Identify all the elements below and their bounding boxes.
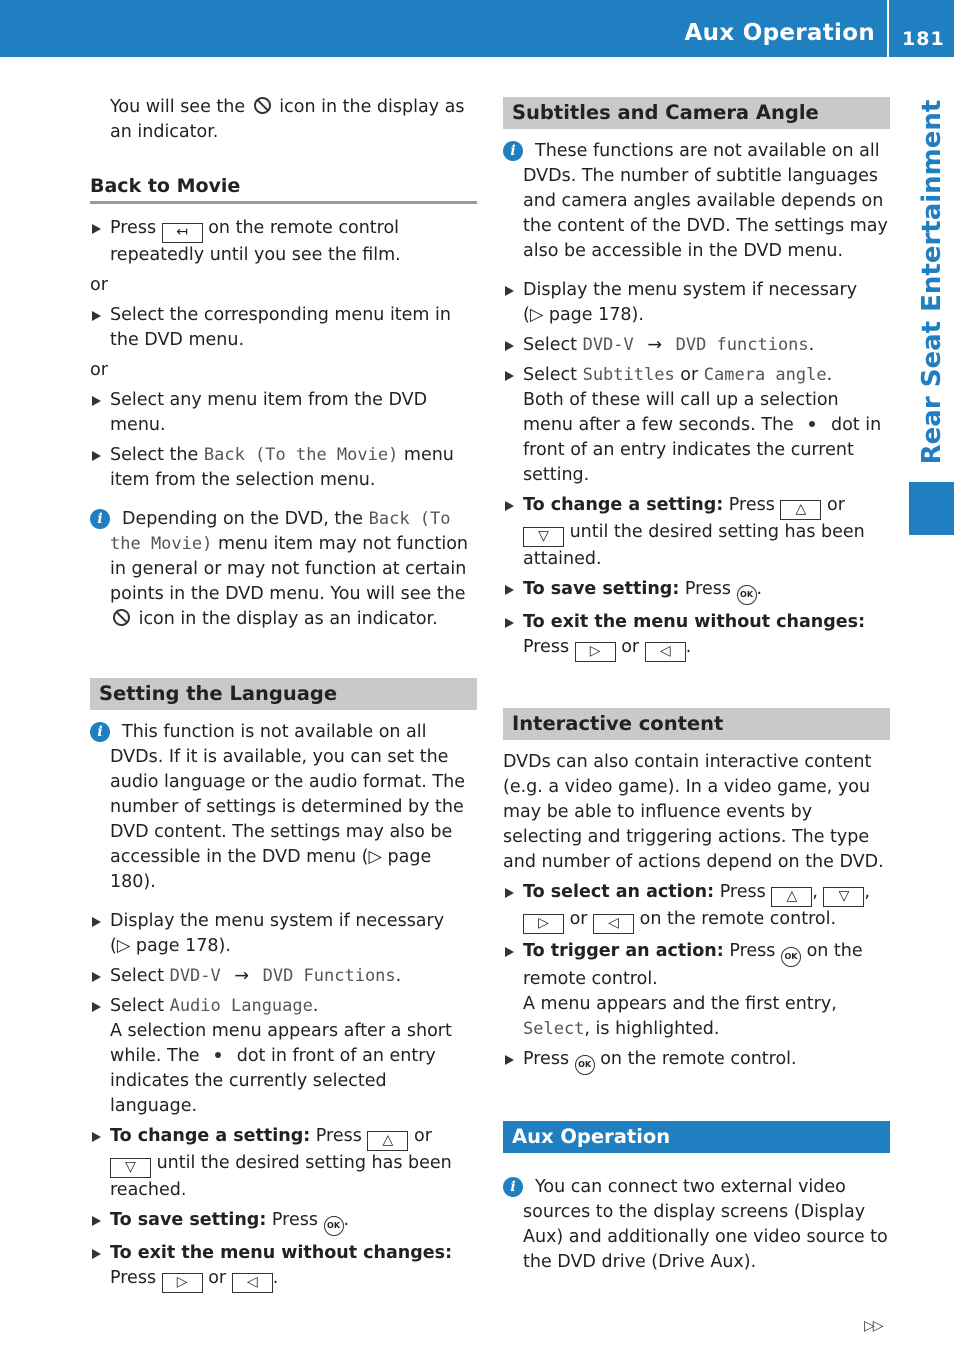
down-key-icon: ▽ — [110, 1158, 151, 1178]
info-note: i This function is not available on all DVDs. If it is available, you can set the audio language or the audio format. The number of settings is determined by the DVD content. The settings may also be accessible in the DVD menu (▷ page 180). — [90, 720, 477, 895]
info-icon: i — [503, 1177, 523, 1197]
left-key-icon: ◁ — [593, 914, 634, 934]
right-key-icon: ▷ — [162, 1273, 203, 1293]
ok-button-icon: OK — [737, 585, 757, 605]
header-divider — [887, 0, 889, 57]
page-number: 181 — [902, 28, 945, 50]
section-title: Aux Operation — [684, 20, 875, 46]
ok-button-icon: OK — [324, 1216, 344, 1236]
arrow-right-icon: → — [234, 966, 250, 986]
step-display-menu: Display the menu system if necessary (▷ page 178). — [503, 278, 890, 328]
up-key-icon: △ — [780, 500, 821, 520]
step-select-subtitles: Select Subtitles or Camera angle. Both of these will call up a selection menu after a few seconds. The dot in front of an entry indicates the current setting. — [503, 363, 890, 488]
step-display-menu: Display the menu system if necessary (▷ page 178). — [90, 909, 477, 959]
header-bar — [0, 0, 954, 57]
step-press-ok: Press OK on the remote control. — [503, 1047, 890, 1075]
step-save-setting: To save setting: Press OK . — [503, 577, 890, 605]
up-key-icon: △ — [771, 887, 812, 907]
side-tab-marker — [909, 482, 954, 535]
step-select-back-to-movie: Select the Back (To the Movie) menu item from the selection menu. — [90, 443, 477, 493]
down-key-icon: ▽ — [523, 527, 564, 547]
heading-aux-operation: Aux Operation — [503, 1121, 890, 1153]
interactive-intro: DVDs can also contain interactive content (e.g. a video game). In a video game, you may be able to influence events by selecting and triggering actions. The type and number of actions depend on the DVD. — [503, 752, 884, 872]
info-icon: i — [90, 509, 110, 529]
heading-back-to-movie: Back to Movie — [90, 173, 477, 204]
or-separator: or — [90, 275, 108, 295]
step-save-setting: To save setting: Press OK . — [90, 1208, 477, 1236]
step-change-setting: To change a setting: Press △ or ▽ until the desired setting has been reached. — [90, 1124, 477, 1203]
info-note: i You can connect two external video sources to the display screens (Display Aux) and additionally one video source to the DVD drive (Drive Aux). — [503, 1175, 890, 1275]
back-key-icon: ↤ — [162, 223, 203, 243]
ok-button-icon: OK — [781, 947, 801, 967]
right-column — [503, 97, 890, 1280]
step-exit-menu: To exit the menu without changes: Press ▷ or ◁ . — [90, 1241, 477, 1293]
step-trigger-action: To trigger an action: Press OK on the remote control. A menu appears and the first entry, Select, is highlighted. — [503, 939, 890, 1042]
side-tab — [909, 86, 954, 477]
bullet-dot-icon — [215, 1052, 221, 1058]
step-select-menu-item: Select the corresponding menu item in the DVD menu. — [90, 303, 477, 353]
info-note: i These functions are not available on all DVDs. The number of subtitle languages and camera angles available depends on the content of the DVD. The settings may also be accessible in the DVD menu. — [503, 139, 890, 264]
step-select-action: To select an action: Press △ , ▽ , ▷ or ◁ on the remote control. — [503, 880, 890, 934]
info-icon: i — [503, 141, 523, 161]
prohibited-icon — [113, 609, 130, 626]
left-key-icon: ◁ — [232, 1273, 273, 1293]
step-press-back: Press ↤ on the remote control repeatedly until you see the film. — [90, 216, 477, 268]
step-description: A menu appears and the first entry, Select, is highlighted. — [523, 994, 837, 1039]
step-select-dvd-functions: Select DVD-V → DVD functions. — [503, 333, 890, 358]
info-note: i Depending on the DVD, the Back (To the Movie) menu item may not function in general or may not function at certain points in the DVD menu. You will see the icon in the display as an indicator. — [90, 507, 477, 632]
up-key-icon: △ — [367, 1131, 408, 1151]
right-key-icon: ▷ — [523, 914, 564, 934]
step-select-dvd-functions: Select DVD-V → DVD Functions. — [90, 964, 477, 989]
right-key-icon: ▷ — [575, 642, 616, 662]
step-description: A selection menu appears after a short while. The dot in front of an entry indicates the currently selected language. — [110, 1021, 452, 1116]
left-key-icon: ◁ — [645, 642, 686, 662]
step-select-any: Select any menu item from the DVD menu. — [90, 388, 477, 438]
info-icon: i — [90, 722, 110, 742]
left-column — [90, 95, 477, 1298]
prohibited-icon — [254, 97, 271, 114]
intro-paragraph: You will see the icon in the display as an indicator. — [110, 97, 465, 142]
step-exit-menu: To exit the menu without changes: Press ▷ or ◁ . — [503, 610, 890, 662]
arrow-right-icon: → — [647, 335, 663, 355]
continue-mark: ▷▷ — [864, 1318, 882, 1334]
down-key-icon: ▽ — [823, 887, 864, 907]
heading-setting-language: Setting the Language — [90, 678, 477, 710]
step-description: Both of these will call up a selection menu after a few seconds. The dot in front of an entry indicates the current setting. — [523, 390, 882, 485]
heading-interactive-content: Interactive content — [503, 708, 890, 740]
step-select-audio-language: Select Audio Language. — [90, 994, 477, 1019]
heading-subtitles-camera: Subtitles and Camera Angle — [503, 97, 890, 129]
bullet-dot-icon — [809, 421, 815, 427]
side-tab-label: Rear Seat Entertainment — [916, 99, 947, 464]
step-change-setting: To change a setting: Press △ or ▽ until the desired setting has been attained. — [503, 493, 890, 572]
or-separator: or — [90, 360, 108, 380]
ok-button-icon: OK — [575, 1055, 595, 1075]
